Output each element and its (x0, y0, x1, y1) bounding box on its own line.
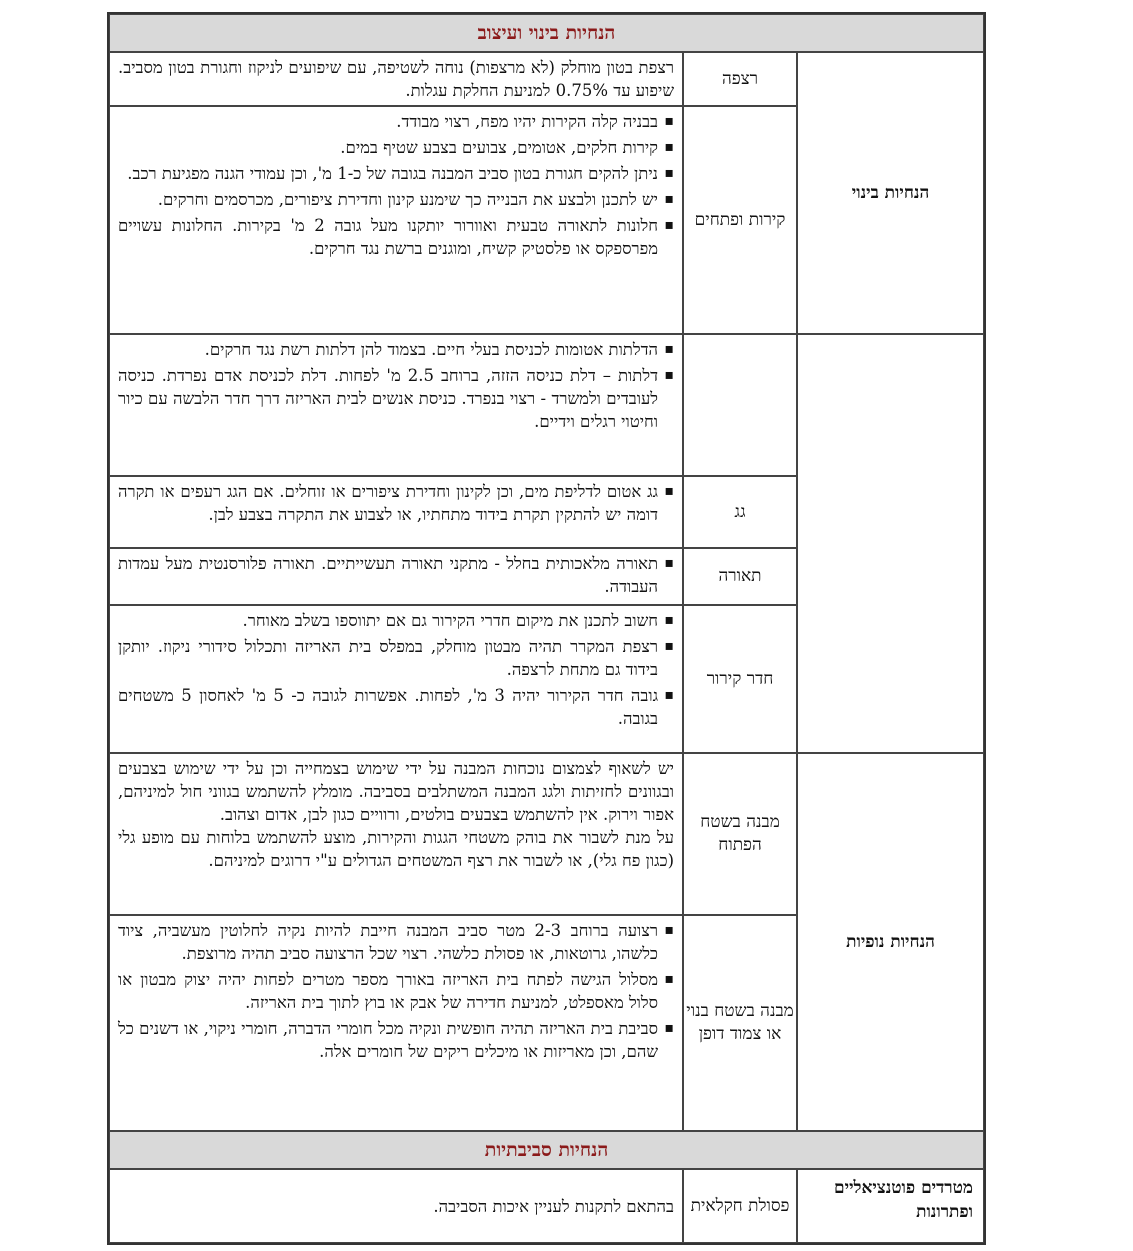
list-item: ▪ חשוב לתכנן את מיקום חדרי הקירור גם אם יתווספו בשלב מאוחר. (118, 609, 674, 632)
row-list-roof (109, 476, 683, 548)
list-item: ▪ רצועה ברוחב 2-3 מטר סביב המבנה חייבת להיות נקיה לחלוטין מעשביה, ציוד כלשהו, גרוטאות, או פסולת כלשהי. רצוי שכל הרצועה סביב תהיה מרוצפת. (118, 919, 674, 965)
section-title (109, 14, 984, 52)
table-row-doors (109, 334, 984, 476)
row-list-doors (109, 334, 683, 476)
category-empty (797, 334, 984, 753)
table-row-floor (109, 52, 984, 106)
list-item: ▪ יש לתכנן ולבצע את הבנייה כך שימנע קינון וחדירת ציפורים, מכרסמים וחרקים. (118, 188, 674, 211)
section-title-2 (109, 1131, 984, 1169)
row-label-doors (683, 334, 797, 476)
table-row-waste (109, 1169, 984, 1243)
row-label-cooling: חדר קירור (683, 605, 797, 753)
list-item: ▪ ניתן להקים חגורת בטון סביב המבנה בגובה של כ-1 מ', וכן עמודי הגנה מפגיעת רכב. (118, 162, 674, 185)
list-item: ▪ קירות חלקים, אטומים, צבועים בצבע שטיף במים. (118, 136, 674, 159)
row-label-walls: קירות ופתחים (683, 106, 797, 334)
list-item: ▪ סביבת בית האריזה תהיה חופשית ונקיה מכל חומרי הדברה, חומרי ניקוי, או דשנים כל שהם, וכן מאריזות או מיכלים ריקים של חומרים אלה. (118, 1017, 674, 1063)
document-page (107, 12, 982, 1234)
section-header-row-2 (109, 1131, 984, 1169)
paragraph: על מנת לשבור את בוהק משטחי הגגות והקירות, מוצע להשתמש בלוחות עם מופע גלי (כגון פח גלי), או לשבור את רצף המשטחים הגדולים ע"י דרוגים למיניהם. (118, 828, 675, 870)
list-item: ▪ גובה חדר הקירור יהיה 3 מ', לפחות. אפשרות לגובה כ- 5 מ' לאחסון 5 משטחים בגובה. (118, 684, 674, 730)
row-label-waste: פסולת חקלאית (683, 1169, 797, 1243)
category-landscape: הנחיות נופיות (797, 753, 984, 1131)
category-building: הנחיות בינוי (797, 52, 984, 334)
list-item: ▪ חלונות לתאורה טבעית ואוורור יותקנו מעל גובה 2 מ' בקירות. החלונות עשויים מפרספקס או פלסטיק קשיח, ומוגנים ברשת נגד חרקים. (118, 214, 674, 260)
list-item: ▪ בבניה קלה הקירות יהיו מפח, רצוי מבודד. (118, 110, 674, 133)
row-text-open-area (109, 753, 683, 915)
row-list-built-area (109, 915, 683, 1131)
row-text-waste: בהתאם לתקנות לעניין איכות הסביבה. (109, 1169, 683, 1243)
cooling-list (118, 609, 674, 730)
list-item: ▪ מסלול הגישה לפתח בית האריזה באורך מספר מטרים לפחות יהיה יצוק מבטון או סלול מאספלט, למניעת חדירה של אבק או בוץ לתוך בית האריזה. (118, 968, 674, 1014)
list-item: ▪ תאורה מלאכותית בחלל - מתקני תאורה תעשייתיים. תאורה פלורסנטית מעל עמדות העבודה. (118, 552, 674, 598)
row-list-lighting (109, 548, 683, 605)
row-label-built-area: מבנה בשטח בנוי או צמוד דופן (683, 915, 797, 1131)
section-header-row (109, 14, 984, 52)
row-label-roof: גג (683, 476, 797, 548)
category-nuisances: מטרדים פוטנציאליים ופתרונות (797, 1169, 984, 1243)
section-title-text: הנחיות בינוי ועיצוב (477, 21, 616, 44)
walls-list (118, 110, 674, 260)
list-item: ▪ דלתות – דלת כניסה הזזה, ברוחב 2.5 מ' לפחות. דלת לכניסת אדם נפרדת. כניסה לעובדים ולמשרד - רצוי בנפרד. כניסת אנשים לבית האריזה דרך חדר הלבשה עם כיור וחיטוי רגלים וידיים. (118, 364, 674, 433)
table-row-open-area (109, 753, 984, 915)
row-list-cooling (109, 605, 683, 753)
roof-list (118, 480, 674, 526)
guidelines-table (107, 12, 986, 1245)
built-area-list (118, 919, 674, 1063)
row-text-floor: רצפת בטון מוחלק (לא מרצפות) נוחה לשטיפה, עם שיפועים לניקוז וחגורת בטון מסביב. שיפוע עד 0.75% למניעת החלקת עגלות. (109, 52, 683, 106)
row-label-lighting: תאורה (683, 548, 797, 605)
list-item: ▪ רצפת המקרר תהיה מבטון מוחלק, במפלס בית האריזה ותכלול סידורי ניקוז. יותקן בידוד גם מתחת לרצפה. (118, 635, 674, 681)
paragraph: יש לשאוף לצמצום נוכחות המבנה על ידי שימוש בצמחייה וכן על ידי שימוש בצבעים ובגוונים לחזיתות ולגג המבנה המשתלבים בסביבה. מומלץ להשתמש בגווני חול למיניהם, אפור וירוק. אין להשתמש בצבעים בולטים, ורוויים כגון לבן, אדום וצהוב. (118, 759, 675, 824)
list-item: ▪ גג אטום לדליפת מים, וכן לקינון וחדירת ציפורים או זוחלים. אם הגג רעפים או תקרה דומה יש להתקין תקרת בידוד מתחתיו, או לצבוע את התקרה בצבע לבן. (118, 480, 674, 526)
list-item: ▪ הדלתות אטומות לכניסת בעלי חיים. בצמוד להן דלתות רשת נגד חרקים. (118, 338, 674, 361)
lighting-list (118, 552, 674, 598)
row-label-open-area: מבנה בשטח הפתוח (683, 753, 797, 915)
row-label-floor: רצפה (683, 52, 797, 106)
section-title-2-text: הנחיות סביבתיות (484, 1138, 609, 1161)
row-list-walls (109, 106, 683, 334)
doors-list (118, 338, 674, 433)
